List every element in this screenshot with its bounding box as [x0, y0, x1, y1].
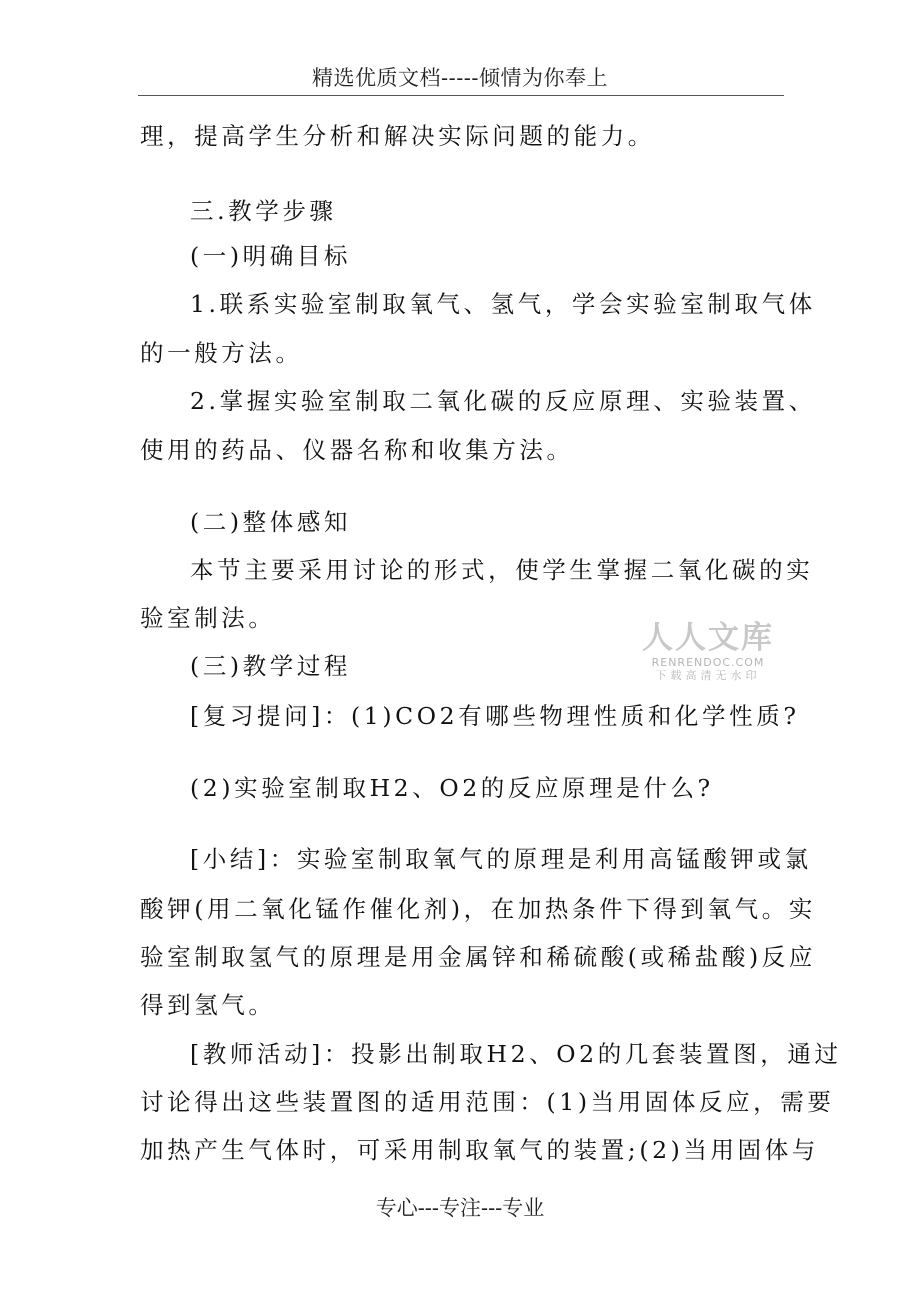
- header-rule: [138, 95, 784, 96]
- text-line: 酸钾(用二氧化锰作催化剂)，在加热条件下得到氧气。实: [140, 895, 816, 923]
- section-heading: 三.教学步骤: [190, 197, 337, 225]
- text-line: 得到氢气。: [140, 991, 276, 1019]
- text-line: 验室制法。: [140, 604, 276, 632]
- text-line: [小结]：实验室制取氧气的原理是利用高锰酸钾或氯: [190, 845, 812, 873]
- subsection-heading: (二)整体感知: [190, 508, 352, 536]
- text-line: [复习提问]：(1)CO2有哪些物理性质和化学性质?: [190, 702, 800, 730]
- watermark-title: 人人文库: [642, 620, 774, 656]
- text-line: 讨论得出这些装置图的适用范围：(1)当用固体反应，需要: [140, 1088, 835, 1116]
- page-header: 精选优质文档-----倾情为你奉上: [312, 66, 608, 90]
- text-line: 验室制取氢气的原理是用金属锌和稀硫酸(或稀盐酸)反应: [140, 943, 816, 971]
- text-line: 加热产生气体时，可采用制取氧气的装置;(2)当用固体与: [140, 1136, 819, 1164]
- subsection-heading: (一)明确目标: [190, 242, 352, 270]
- text-line: [教师活动]：投影出制取H2、O2的几套装置图，通过: [190, 1040, 842, 1068]
- text-line: 使用的药品、仪器名称和收集方法。: [140, 436, 574, 464]
- text-line: 理，提高学生分析和解决实际问题的能力。: [140, 122, 655, 150]
- text-line: 1.联系实验室制取氧气、氢气，学会实验室制取气体: [190, 290, 816, 318]
- watermark: [642, 620, 774, 683]
- watermark-subtitle: 下载高清无水印: [655, 669, 761, 682]
- text-line: (2)实验室制取H2、O2的反应原理是什么?: [190, 774, 714, 802]
- watermark-url: RENRENDOC.COM: [651, 656, 765, 669]
- page-footer: 专心---专注---专业: [375, 1196, 545, 1220]
- subsection-heading: (三)教学过程: [190, 652, 352, 680]
- text-line: 本节主要采用讨论的形式，使学生掌握二氧化碳的实: [190, 556, 814, 584]
- text-line: 2.掌握实验室制取二氧化碳的反应原理、实验装置、: [190, 387, 816, 415]
- text-line: 的一般方法。: [140, 339, 303, 367]
